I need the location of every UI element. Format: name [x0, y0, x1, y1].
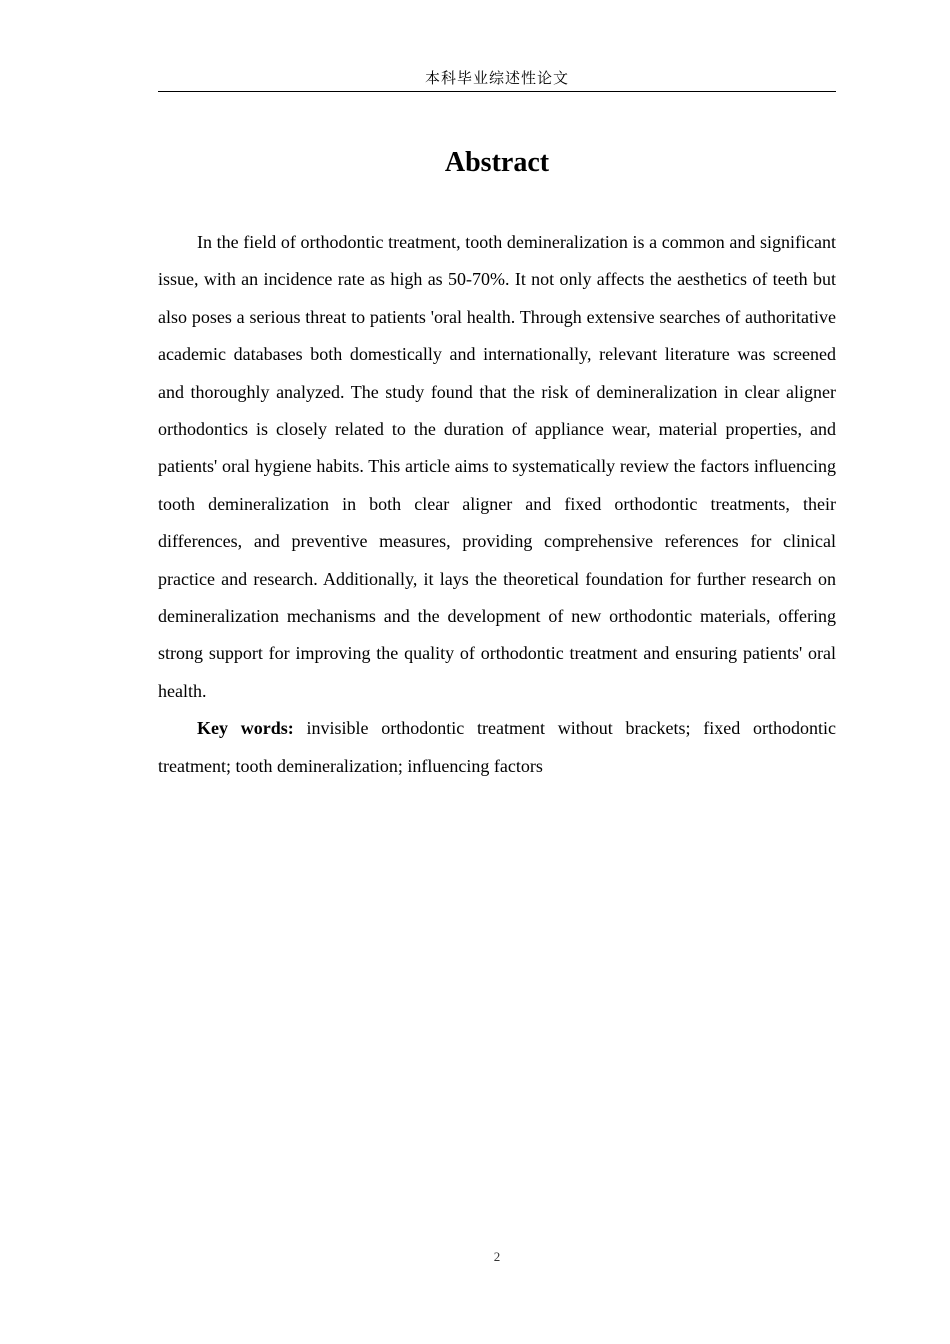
page-header [158, 66, 836, 92]
abstract-title: Abstract [444, 147, 550, 178]
abstract-body [158, 224, 836, 785]
page-number: 2 [493, 1249, 501, 1264]
abstract-paragraph: In the field of orthodontic treatment, tooth demineralization is a common and significant issue, with an incidence rate as high as 50-70%. It not only affects the aesthetics of teeth but also poses a serious threat to patients 'oral health. Through extensive searches of authoritative academic databases both domestically and internationally, relevant literature was screened and thoroughly analyzed. The study found that the risk of demineralization in clear aligner orthodontics is closely related to the duration of appliance wear, material properties, and patients' oral hygiene habits. This article aims to systematically review the factors influencing tooth demineralization in both clear aligner and fixed orthodontic treatments, their differences, and preventive measures, providing comprehensive references for clinical practice and research. Additionally, it lays the theoretical foundation for further research on demineralization mechanisms and the development of new orthodontic materials, offering strong support for improving the quality of orthodontic treatment and ensuring patients' oral health. [158, 232, 836, 701]
keywords-label: Key words: [197, 718, 294, 739]
keywords-paragraph [158, 710, 836, 785]
header-title: 本科毕业综述性论文 [424, 69, 569, 87]
keywords-text: invisible orthodontic treatment without brackets; fixed orthodontic treatment; tooth demineralization; influencing factors [158, 718, 836, 776]
